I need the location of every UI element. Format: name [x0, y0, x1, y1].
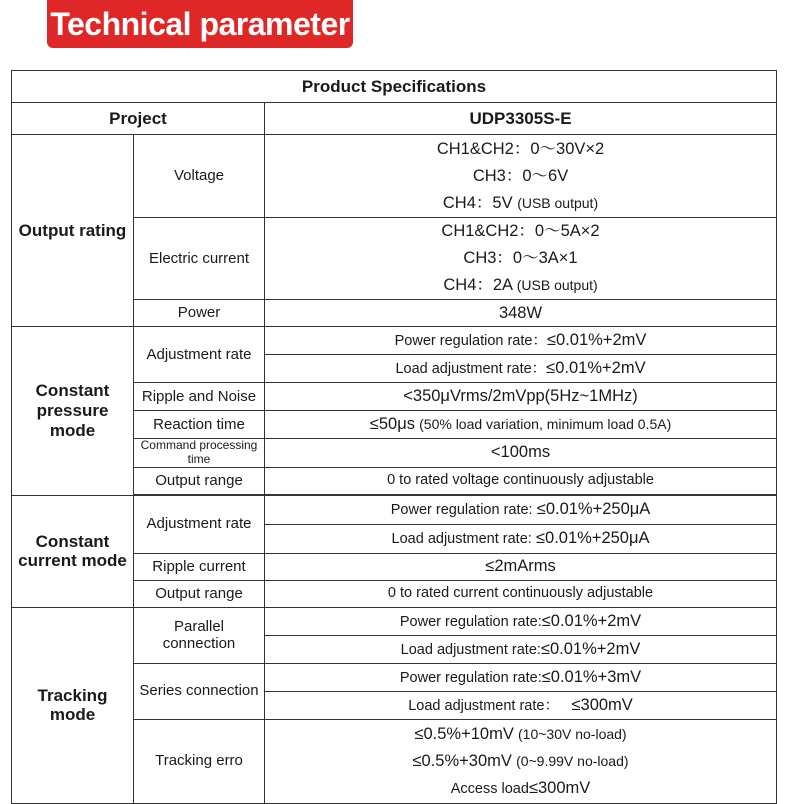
- parallel-power-value: ≤0.01%+2mV: [541, 611, 642, 630]
- tracking-error-2-value: ≤0.5%+30mV: [412, 751, 512, 770]
- parallel-power: [265, 607, 777, 635]
- table-title-row: [12, 71, 777, 103]
- table-row: [12, 327, 777, 355]
- tracking-error-1-value: ≤0.5%+10mV: [414, 724, 514, 743]
- cp-load-adj-label: Load adjustment rate：: [395, 361, 547, 378]
- cp-command-label: Command processing time: [134, 439, 265, 468]
- tracking-error-2-note: (0~9.99V no-load): [516, 752, 629, 769]
- cp-adjustment-label: Adjustment rate: [134, 327, 265, 383]
- tracking-error-line2: [269, 748, 772, 775]
- banner-title: Technical parameter: [50, 5, 350, 42]
- voltage-ch4: [269, 190, 772, 217]
- cp-command-value: <100ms: [265, 439, 777, 468]
- cc-power-reg-label: Power regulation rate:: [390, 502, 533, 519]
- cc-power-regulation: [265, 495, 777, 524]
- table-title: Product Specifications: [12, 71, 777, 103]
- tracking-error-line1: [269, 721, 772, 748]
- series-power: [265, 663, 777, 691]
- project-label: Project: [12, 103, 265, 135]
- cp-reaction: [265, 411, 777, 439]
- cc-ripple-value: ≤2mArms: [265, 553, 777, 580]
- cp-output-range-label: Output range: [134, 467, 265, 494]
- model-value: UDP3305S-E: [265, 103, 777, 135]
- cc-adjustment-label: Adjustment rate: [134, 495, 265, 553]
- power-label: Power: [134, 300, 265, 327]
- cp-reaction-note: (50% load variation, minimum load 0.5A): [419, 416, 672, 433]
- voltage-ch4-value: CH4：5V: [442, 193, 513, 212]
- cc-ripple-label: Ripple current: [134, 553, 265, 580]
- parallel-load: [265, 635, 777, 663]
- table-row: [12, 135, 777, 218]
- voltage-values: [265, 135, 777, 218]
- parallel-label: Parallel connection: [134, 607, 265, 663]
- series-label: Series connection: [134, 663, 265, 719]
- series-load-value: ≤300mV: [571, 695, 633, 714]
- output-rating-label: Output rating: [12, 135, 134, 327]
- parallel-load-label: Load adjustment rate:: [400, 641, 541, 658]
- cp-output-range-value: 0 to rated voltage continuously adjustable: [265, 467, 777, 494]
- series-power-value: ≤0.01%+3mV: [541, 667, 642, 686]
- current-ch4-note: (USB output): [516, 277, 598, 293]
- spec-table: [11, 70, 777, 804]
- tracking-error-values: [265, 719, 777, 803]
- title-banner: [47, 0, 353, 48]
- constant-pressure-label: Constant pressure mode: [12, 327, 134, 496]
- voltage-ch3: CH3：0～6V: [472, 166, 569, 185]
- power-value: 348W: [265, 300, 777, 327]
- constant-current-label: Constant current mode: [12, 495, 134, 607]
- cp-load-adj-value: ≤0.01%+2mV: [546, 359, 646, 378]
- cp-reaction-label: Reaction time: [134, 411, 265, 439]
- cp-power-reg-label: Power regulation rate：: [394, 333, 547, 350]
- voltage-label: Voltage: [134, 135, 265, 218]
- cp-reaction-value: ≤50μs: [369, 415, 415, 434]
- table-row: [12, 495, 777, 524]
- cc-output-range-label: Output range: [134, 580, 265, 607]
- tracking-error-3-value: ≤300mV: [528, 778, 591, 797]
- project-row: [12, 103, 777, 135]
- cc-power-reg-value: ≤0.01%+250μA: [536, 500, 651, 519]
- tracking-error-line3: [269, 775, 772, 802]
- current-ch4: [269, 272, 772, 299]
- current-ch3: CH3：0～3A×1: [463, 249, 578, 267]
- cp-load-adjustment: [265, 355, 777, 383]
- table-row: [12, 607, 777, 635]
- tracking-error-3-label: Access load: [450, 780, 529, 797]
- cp-ripple-value: <350μVrms/2mVpp(5Hz~1MHz): [265, 383, 777, 411]
- series-power-label: Power regulation rate:: [399, 669, 542, 686]
- cc-output-range-value: 0 to rated current continuously adjustable: [265, 580, 777, 607]
- current-label: Electric current: [134, 218, 265, 300]
- series-load: [265, 691, 777, 719]
- cp-power-reg-value: ≤0.01%+2mV: [546, 331, 647, 350]
- tracking-label: Tracking mode: [12, 607, 134, 803]
- cc-load-adjustment: [265, 524, 777, 553]
- tracking-error-1-note: (10~30V no-load): [518, 725, 627, 742]
- cc-load-adj-value: ≤0.01%+250μA: [535, 529, 650, 548]
- parallel-load-value: ≤0.01%+2mV: [540, 639, 641, 658]
- cc-load-adj-label: Load adjustment rate:: [391, 531, 532, 548]
- tracking-error-label: Tracking erro: [134, 719, 265, 803]
- series-load-label: Load adjustment rate：: [408, 697, 559, 714]
- current-values: [265, 218, 777, 300]
- current-ch12: CH1&CH2：0～5A×2: [441, 222, 600, 240]
- voltage-ch4-note: (USB output): [517, 194, 599, 211]
- cp-ripple-label: Ripple and Noise: [134, 383, 265, 411]
- parallel-power-label: Power regulation rate:: [399, 613, 542, 630]
- cp-power-regulation: [265, 327, 777, 355]
- voltage-ch12: CH1&CH2：0～30V×2: [436, 139, 605, 158]
- current-ch4-value: CH4：2A: [443, 276, 513, 294]
